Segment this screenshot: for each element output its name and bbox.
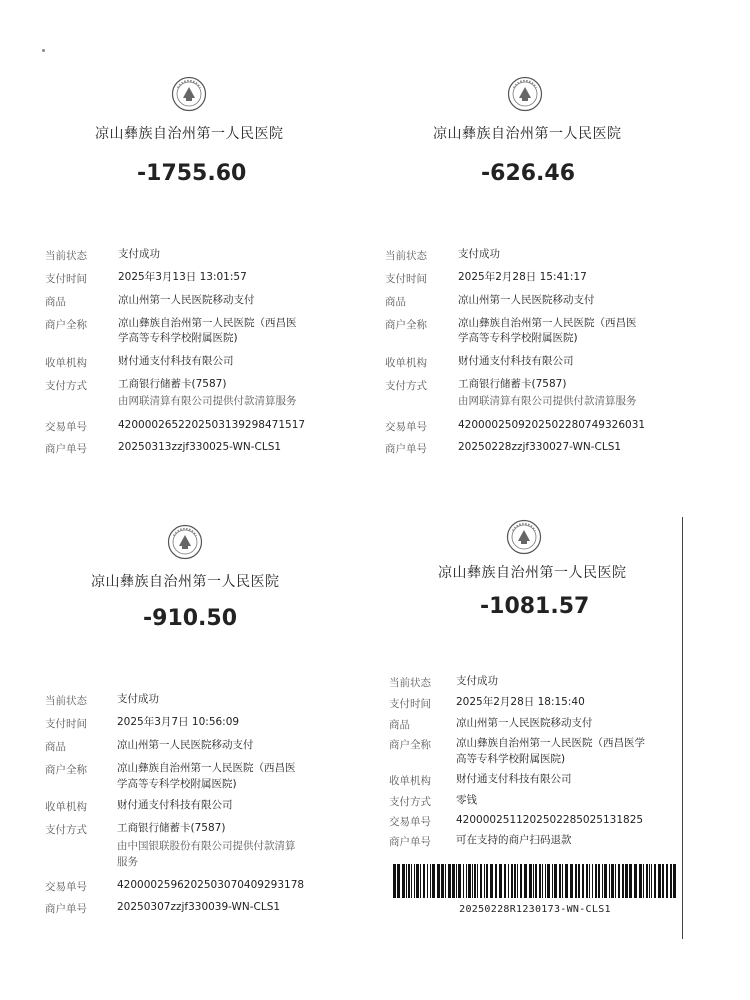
label-acquirer: 收单机构 — [45, 801, 87, 813]
barcode-bar — [658, 864, 661, 898]
barcode-bar — [490, 864, 493, 898]
barcode-bar — [547, 864, 550, 898]
product-value: 凉山州第一人民医院移动支付 — [456, 717, 593, 729]
barcode-bar — [423, 864, 425, 898]
barcode-bar — [570, 864, 573, 898]
pay-method-note-line1: 由中国银联股份有限公司提供付款清算 — [117, 840, 296, 852]
label-pay-method: 支付方式 — [45, 824, 87, 836]
label-product: 商品 — [45, 741, 66, 753]
pay-time-value: 2025年2月28日 18:15:40 — [456, 696, 585, 708]
label-status: 当前状态 — [45, 250, 87, 262]
barcode-bar — [437, 864, 440, 898]
pay-method-value: 工商银行储蓄卡(7587) — [458, 378, 567, 390]
barcode-bar — [639, 864, 642, 898]
merchant-name-line2: 高等专科学校附属医院) — [456, 753, 566, 765]
barcode-bar — [463, 864, 464, 898]
barcode-bar — [499, 864, 502, 898]
barcode-bar — [542, 864, 543, 898]
barcode-bar — [452, 864, 455, 898]
barcode-bar — [416, 864, 419, 898]
barcode-bar — [592, 864, 593, 898]
label-pay-method: 支付方式 — [45, 380, 87, 392]
payment-amount: -1081.57 — [480, 594, 590, 619]
barcode-bar — [445, 864, 446, 898]
barcode-bar — [529, 864, 532, 898]
label-pay-time: 支付时间 — [385, 273, 427, 285]
merchant-name-line1: 凉山彝族自治州第一人民医院（西昌医 — [117, 762, 296, 774]
product-value: 凉山州第一人民医院移动支付 — [118, 294, 255, 306]
label-merchant-no: 商户单号 — [385, 443, 427, 455]
pay-method-note-line2: 服务 — [117, 856, 138, 868]
acquirer-value: 财付通支付科技有限公司 — [117, 799, 233, 811]
barcode-bar — [477, 864, 478, 898]
label-trade-no: 交易单号 — [45, 421, 87, 433]
barcode-bar — [427, 864, 428, 898]
barcode-bar — [575, 864, 577, 898]
barcode-bar — [552, 864, 553, 898]
status-value: 支付成功 — [458, 248, 500, 260]
barcode-bar — [611, 864, 614, 898]
label-acquirer: 收单机构 — [389, 775, 431, 787]
barcode-bar — [643, 864, 644, 898]
pay-method-value: 工商银行储蓄卡(7587) — [118, 378, 227, 390]
barcode-bar — [618, 864, 620, 898]
barcode-bar — [441, 864, 444, 898]
label-trade-no: 交易单号 — [389, 816, 431, 828]
barcode-bar — [495, 864, 497, 898]
label-acquirer: 收单机构 — [45, 357, 87, 369]
status-value: 支付成功 — [117, 693, 159, 705]
barcode-bar — [666, 864, 668, 898]
hospital-seal-icon — [506, 519, 542, 555]
barcode-bar — [654, 864, 656, 898]
trade-no-value: 4200002652202503139298471517 — [118, 419, 306, 431]
pay-method-value: 工商银行储蓄卡(7587) — [117, 822, 226, 834]
label-product: 商品 — [45, 296, 66, 308]
pay-time-value: 2025年2月28日 15:41:17 — [458, 271, 587, 283]
barcode-bar — [511, 864, 513, 898]
label-product: 商品 — [389, 719, 410, 731]
barcode-bar — [622, 864, 624, 898]
product-value: 凉山州第一人民医院移动支付 — [117, 739, 254, 751]
hospital-name: 凉山彝族自治州第一人民医院 — [438, 565, 627, 581]
merchant-no-value: 20250307zzjf330039-WN-CLS1 — [117, 901, 281, 913]
scan-edge-line — [682, 517, 683, 939]
barcode-bar — [559, 864, 561, 898]
barcode-bar — [651, 864, 652, 898]
barcode-bar — [662, 864, 664, 898]
barcode-icon — [393, 864, 677, 898]
barcode-bar — [393, 864, 396, 898]
barcode-bar — [670, 864, 672, 898]
label-status: 当前状态 — [45, 695, 87, 707]
label-merchant-name: 商户全称 — [45, 764, 87, 776]
barcode-bar — [411, 864, 412, 898]
barcode-bar — [578, 864, 580, 898]
trade-no-value: 4200002511202502285025131825 — [456, 814, 644, 826]
barcode-bar — [406, 864, 407, 898]
label-merchant-no: 商户单号 — [389, 836, 431, 848]
barcode-bar — [554, 864, 557, 898]
barcode-bar — [604, 864, 607, 898]
barcode-bar — [514, 864, 516, 898]
barcode-bar — [484, 864, 485, 898]
barcode-bar — [486, 864, 488, 898]
label-pay-method: 支付方式 — [385, 380, 427, 392]
barcode-bar — [520, 864, 522, 898]
pay-method-note: 由网联清算有限公司提供付款清算服务 — [458, 395, 637, 407]
merchant-name-line1: 凉山彝族自治州第一人民医院（西昌医 — [458, 317, 637, 329]
barcode-bar — [420, 864, 421, 898]
barcode-bar — [586, 864, 588, 898]
barcode-bar — [646, 864, 648, 898]
barcode-bar — [408, 864, 410, 898]
label-merchant-name: 商户全称 — [45, 319, 87, 331]
barcode-bar — [504, 864, 506, 898]
label-trade-no: 交易单号 — [45, 881, 87, 893]
merchant-no-value: 20250313zzjf330025-WN-CLS1 — [118, 441, 282, 453]
merchant-name-line1: 凉山彝族自治州第一人民医院（西昌医 — [118, 317, 297, 329]
merchant-name-line2: 学高等专科学校附属医院) — [458, 332, 578, 344]
barcode-bar — [517, 864, 518, 898]
pay-time-value: 2025年3月13日 13:01:57 — [118, 271, 247, 283]
barcode-bar — [480, 864, 482, 898]
barcode-bar — [582, 864, 584, 898]
barcode-bar — [414, 864, 415, 898]
barcode-bar — [609, 864, 610, 898]
label-pay-time: 支付时间 — [45, 273, 87, 285]
label-product: 商品 — [385, 296, 406, 308]
merchant-no-value: 20250228zzjf330027-WN-CLS1 — [458, 441, 622, 453]
barcode-bar — [634, 864, 637, 898]
label-pay-time: 支付时间 — [389, 698, 431, 710]
product-value: 凉山州第一人民医院移动支付 — [458, 294, 595, 306]
trade-no-value: 4200002596202503070409293178 — [117, 879, 305, 891]
barcode-bar — [468, 864, 471, 898]
barcode-bar — [565, 864, 568, 898]
label-status: 当前状态 — [389, 677, 431, 689]
payment-amount: -910.50 — [143, 606, 238, 631]
barcode-bar — [615, 864, 616, 898]
hospital-seal-icon — [167, 524, 203, 560]
label-merchant-name: 商户全称 — [389, 739, 431, 751]
hospital-name: 凉山彝族自治州第一人民医院 — [95, 126, 284, 142]
pay-method-value: 零钱 — [456, 794, 477, 806]
scan-speck — [42, 49, 45, 52]
hospital-name: 凉山彝族自治州第一人民医院 — [91, 574, 280, 590]
merchant-no-value: 可在支持的商户扫码退款 — [456, 834, 572, 846]
acquirer-value: 财付通支付科技有限公司 — [458, 355, 574, 367]
barcode-bar — [539, 864, 541, 898]
barcode-bar — [545, 864, 546, 898]
status-value: 支付成功 — [456, 675, 498, 687]
barcode-bar — [402, 864, 405, 898]
payment-amount: -626.46 — [481, 161, 576, 186]
pay-time-value: 2025年3月7日 10:56:09 — [117, 716, 240, 728]
barcode-bar — [432, 864, 435, 898]
barcode-bar — [533, 864, 534, 898]
label-pay-time: 支付时间 — [45, 718, 87, 730]
status-value: 支付成功 — [118, 248, 160, 260]
barcode-bar — [598, 864, 600, 898]
label-merchant-name: 商户全称 — [385, 319, 427, 331]
hospital-name: 凉山彝族自治州第一人民医院 — [433, 126, 622, 142]
barcode-bar — [649, 864, 650, 898]
payment-amount: -1755.60 — [137, 161, 247, 186]
barcode-bar — [397, 864, 400, 898]
barcode-bar — [508, 864, 509, 898]
hospital-seal-icon — [171, 76, 207, 112]
hospital-seal-icon — [507, 76, 543, 112]
barcode-bar — [466, 864, 467, 898]
merchant-name-line2: 学高等专科学校附属医院) — [118, 332, 238, 344]
pay-method-note: 由网联清算有限公司提供付款清算服务 — [118, 395, 297, 407]
barcode-bar — [629, 864, 632, 898]
barcode-bar — [430, 864, 431, 898]
acquirer-value: 财付通支付科技有限公司 — [118, 355, 234, 367]
barcode-bar — [458, 864, 461, 898]
barcode-bar — [595, 864, 597, 898]
label-merchant-no: 商户单号 — [45, 443, 87, 455]
barcode-bar — [524, 864, 527, 898]
barcode-number: 20250228R1230173-WN-CLS1 — [459, 904, 611, 915]
barcode-bar — [472, 864, 473, 898]
merchant-name-line1: 凉山彝族自治州第一人民医院（西昌医学 — [456, 737, 645, 749]
barcode-bar — [456, 864, 457, 898]
barcode-bar — [602, 864, 603, 898]
barcode-bar — [625, 864, 628, 898]
barcode-bar — [474, 864, 476, 898]
acquirer-value: 财付通支付科技有限公司 — [456, 773, 572, 785]
barcode-bar — [448, 864, 451, 898]
label-acquirer: 收单机构 — [385, 357, 427, 369]
merchant-name-line2: 学高等专科学校附属医院) — [117, 778, 237, 790]
label-pay-method: 支付方式 — [389, 796, 431, 808]
barcode-bar — [535, 864, 537, 898]
barcode-bar — [589, 864, 590, 898]
label-merchant-no: 商户单号 — [45, 903, 87, 915]
barcode-bar — [673, 864, 676, 898]
label-status: 当前状态 — [385, 250, 427, 262]
barcode-bar — [562, 864, 563, 898]
trade-no-value: 4200002509202502280749326031 — [458, 419, 646, 431]
label-trade-no: 交易单号 — [385, 421, 427, 433]
